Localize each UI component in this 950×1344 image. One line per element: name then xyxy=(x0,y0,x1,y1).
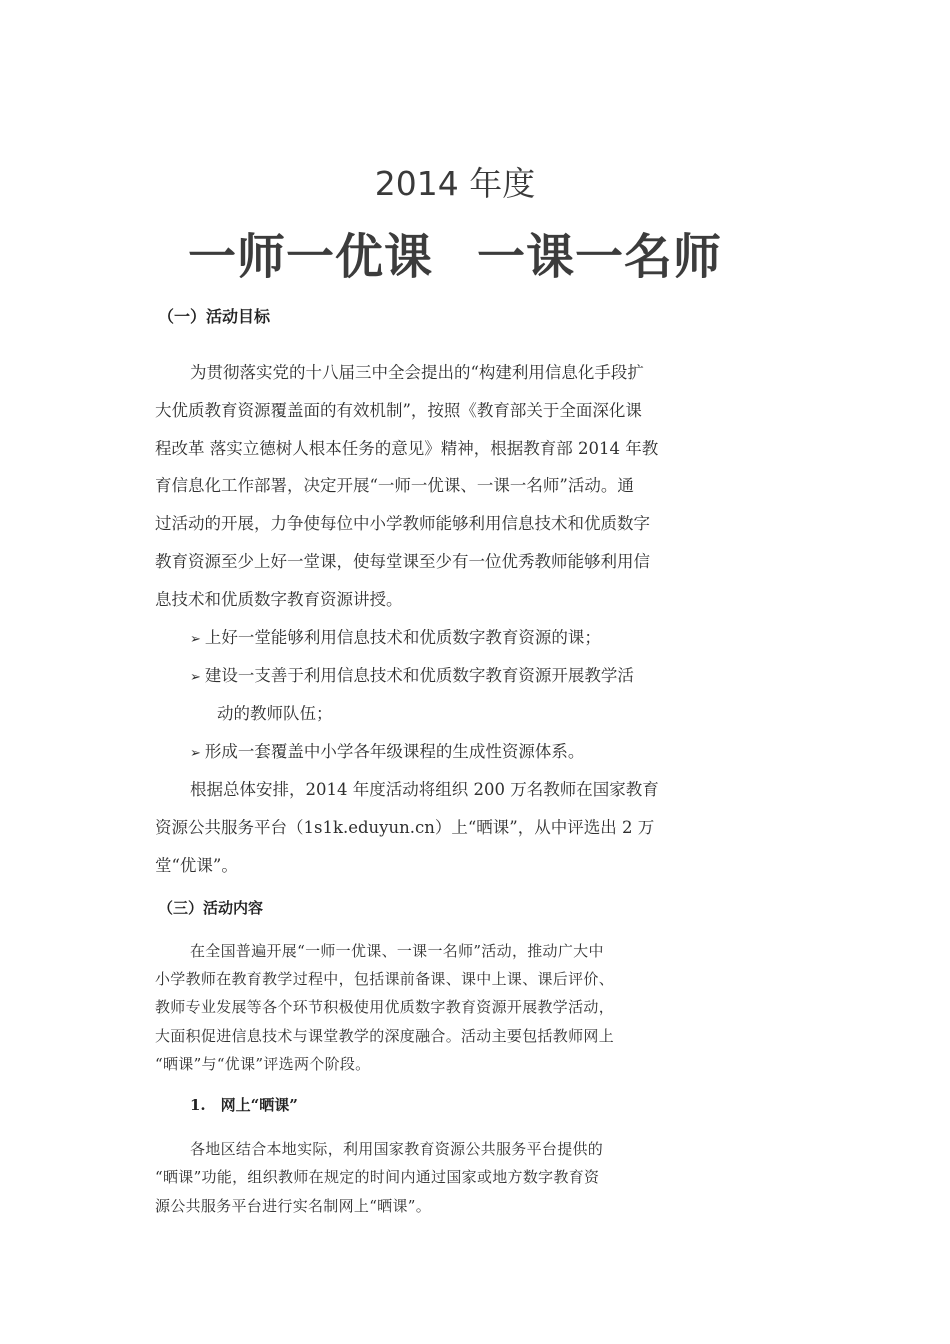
paragraph-line: “晒课”功能，组织教师在规定的时间内通过国家或地方数字教育资 xyxy=(155,1168,600,1186)
main-title xyxy=(0,218,910,287)
paragraph-line: 程改革 落实立德树人根本任务的意见》精神，根据教育部 2014 年教 xyxy=(155,439,659,458)
arrow-bullet-icon: ➢ xyxy=(190,670,201,685)
bullet-item: ➢ 形成一套覆盖中小学各年级课程的生成性资源体系。 xyxy=(190,742,585,761)
arrow-bullet-icon: ➢ xyxy=(190,632,201,647)
bullet-item: ➢ 建设一支善于利用信息技术和优质数字教育资源开展教学活 xyxy=(190,666,634,685)
paragraph-line: 教师专业发展等各个环节积极使用优质数字教育资源开展教学活动， xyxy=(155,998,615,1016)
paragraph-line: 过活动的开展，力争使每位中小学教师能够利用信息技术和优质数字 xyxy=(155,514,650,533)
paragraph-line: 大面积促进信息技术与课堂教学的深度融合。活动主要包括教师网上 xyxy=(155,1027,615,1045)
paragraph-line: 大优质教育资源覆盖面的有效机制”，按照《教育部关于全面深化课 xyxy=(155,401,642,420)
paragraph-line: 根据总体安排，2014 年度活动将组织 200 万名教师在国家教育 xyxy=(190,780,659,799)
section3-heading: （三）活动内容 xyxy=(158,899,264,917)
paragraph-line: 源公共服务平台进行实名制网上“晒课”。 xyxy=(155,1197,432,1215)
section1-heading: （一）活动目标 xyxy=(158,307,271,326)
paragraph-line: 育信息化工作部署，决定开展“一师一优课、一课一名师”活动。通 xyxy=(155,476,634,495)
year-title: 2014 年度 xyxy=(374,164,536,203)
paragraph-line: 在全国普遍开展“一师一优课、一课一名师”活动，推动广大中 xyxy=(190,942,604,960)
bullet-continuation: 动的教师队伍； xyxy=(217,704,333,723)
paragraph-line: 为贯彻落实党的十八届三中全会提出的“构建利用信息化手段扩 xyxy=(190,363,644,382)
paragraph-line: 息技术和优质数字教育资源讲授。 xyxy=(155,590,403,609)
main-title-part2: 一课一名师 xyxy=(477,229,723,285)
paragraph-line: 各地区结合本地实际，利用国家教育资源公共服务平台提供的 xyxy=(190,1140,604,1158)
arrow-bullet-icon: ➢ xyxy=(190,746,201,761)
sub-heading: 1. 网上“晒课” xyxy=(190,1096,298,1114)
main-title-part1: 一师一优课 xyxy=(187,229,433,285)
bullet-item: ➢ 上好一堂能够利用信息技术和优质数字教育资源的课； xyxy=(190,628,601,647)
paragraph-line: 资源公共服务平台（1s1k.eduyun.cn）上“晒课”，从中评选出 2 万 xyxy=(155,818,655,837)
paragraph-line: “晒课”与“优课”评选两个阶段。 xyxy=(155,1055,371,1073)
paragraph-line: 教育资源至少上好一堂课，使每堂课至少有一位优秀教师能够利用信 xyxy=(155,552,650,571)
paragraph-line: 堂“优课”。 xyxy=(155,856,238,875)
paragraph-line: 小学教师在教育教学过程中，包括课前备课、课中上课、课后评价、 xyxy=(155,970,615,988)
